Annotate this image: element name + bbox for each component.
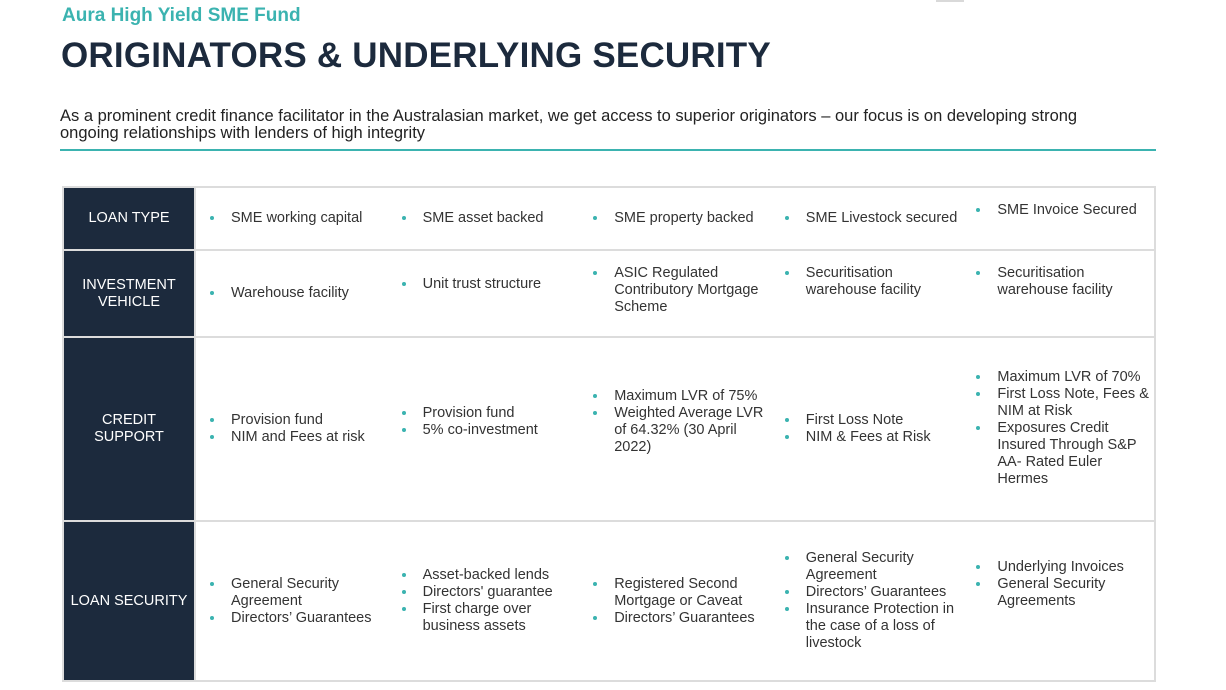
row-cells — [195, 250, 1155, 337]
row-header-label: INVESTMENT — [82, 276, 176, 293]
table-cell — [771, 210, 963, 227]
bullet-item: First Loss Note, Fees & NIM at Risk — [976, 386, 1154, 420]
originators-table — [62, 186, 1156, 682]
fund-name: Aura High Yield SME Fund — [62, 5, 301, 26]
bullet-item: SME Invoice Secured — [976, 202, 1154, 219]
intro-line-2: ongoing relationships with lenders of high integrity — [60, 124, 426, 142]
bullet-item: Directors’ Guarantees — [785, 584, 963, 601]
table-cell — [579, 388, 771, 470]
divider-rule — [60, 149, 1156, 151]
bullet-item: Underlying Invoices — [976, 559, 1154, 576]
bullet-item: Securitisation warehouse facility — [785, 265, 963, 299]
table-cell — [771, 251, 963, 299]
row-loan-type — [63, 187, 1155, 250]
row-cells — [195, 187, 1155, 250]
bullet-item: NIM and Fees at risk — [210, 429, 388, 446]
bullet-item: 5% co-investment — [402, 422, 580, 439]
row-header-loan-type — [63, 187, 195, 250]
row-cells — [195, 337, 1155, 521]
bullet-item: Maximum LVR of 75% — [593, 388, 771, 405]
top-decoration — [936, 0, 964, 2]
bullet-item: SME asset backed — [402, 210, 580, 227]
bullet-item: General Security Agreement — [785, 550, 963, 584]
row-header-label: LOAN TYPE — [88, 210, 170, 226]
row-cells — [195, 521, 1155, 681]
table-cell — [579, 210, 771, 227]
table-cell — [579, 576, 771, 627]
intro-line-1: As a prominent credit finance facilitator in the Australasian market, we get access to superior originators – our focus is on developing strong — [60, 107, 1078, 125]
bullet-item: General Security Agreement — [210, 576, 388, 610]
row-credit-support — [63, 337, 1155, 521]
bullet-item: Maximum LVR of 70% — [976, 369, 1154, 386]
bullet-item: Asset-backed lends — [402, 567, 580, 584]
bullet-item: Directors’ Guarantees — [210, 610, 388, 627]
bullet-item: Insurance Protection in the case of a loss of livestock — [785, 601, 963, 652]
bullet-item: Warehouse facility — [210, 285, 388, 302]
bullet-item: First Loss Note — [785, 412, 963, 429]
bullet-item: SME property backed — [593, 210, 771, 227]
table-cell — [962, 338, 1154, 488]
bullet-item: Provision fund — [210, 412, 388, 429]
row-header-label: CREDIT — [102, 412, 156, 428]
table-cell — [388, 210, 580, 227]
bullet-item: Registered Second Mortgage or Caveat — [593, 576, 771, 610]
bullet-item: Provision fund — [402, 405, 580, 422]
bullet-item: Securitisation warehouse facility — [976, 265, 1154, 299]
bullet-item: SME working capital — [210, 210, 388, 227]
bullet-item: NIM & Fees at Risk — [785, 429, 963, 446]
bullet-item: General Security Agreements — [976, 576, 1154, 610]
row-header-investment-vehicle — [63, 250, 195, 337]
row-loan-security — [63, 521, 1155, 681]
table-cell — [196, 210, 388, 227]
bullet-item: Directors’ Guarantees — [593, 610, 771, 627]
row-header-credit-support — [63, 337, 195, 521]
table-cell — [962, 251, 1154, 299]
bullet-item: ASIC Regulated Contributory Mortgage Scheme — [593, 265, 771, 316]
table-cell — [579, 251, 771, 316]
table-cell — [388, 405, 580, 453]
row-investment-vehicle — [63, 250, 1155, 337]
table-cell — [388, 567, 580, 635]
table-cell — [196, 576, 388, 627]
row-header-label-2: SUPPORT — [94, 429, 164, 445]
page-title: ORIGINATORS & UNDERLYING SECURITY — [61, 36, 771, 75]
bullet-item: First charge over business assets — [402, 601, 580, 635]
row-header-label: LOAN SECURITY — [70, 592, 188, 609]
table-cell — [771, 412, 963, 446]
table-cell — [196, 285, 388, 302]
table-cell — [196, 412, 388, 446]
table-cell — [388, 251, 580, 293]
bullet-item: Weighted Average LVR of 64.32% (30 April 2022) — [593, 405, 771, 456]
bullet-item: Unit trust structure — [402, 276, 580, 293]
table-cell — [962, 559, 1154, 644]
table-cell — [771, 550, 963, 652]
row-header-label-2: VEHICLE — [97, 293, 161, 310]
bullet-item: Exposures Credit Insured Through S&P AA- Rated Euler Hermes — [976, 420, 1154, 488]
bullet-item: SME Livestock secured — [785, 210, 963, 227]
intro-text — [60, 108, 1170, 142]
table-cell — [962, 188, 1154, 219]
row-header-loan-security — [63, 521, 195, 681]
bullet-item: Directors' guarantee — [402, 584, 580, 601]
